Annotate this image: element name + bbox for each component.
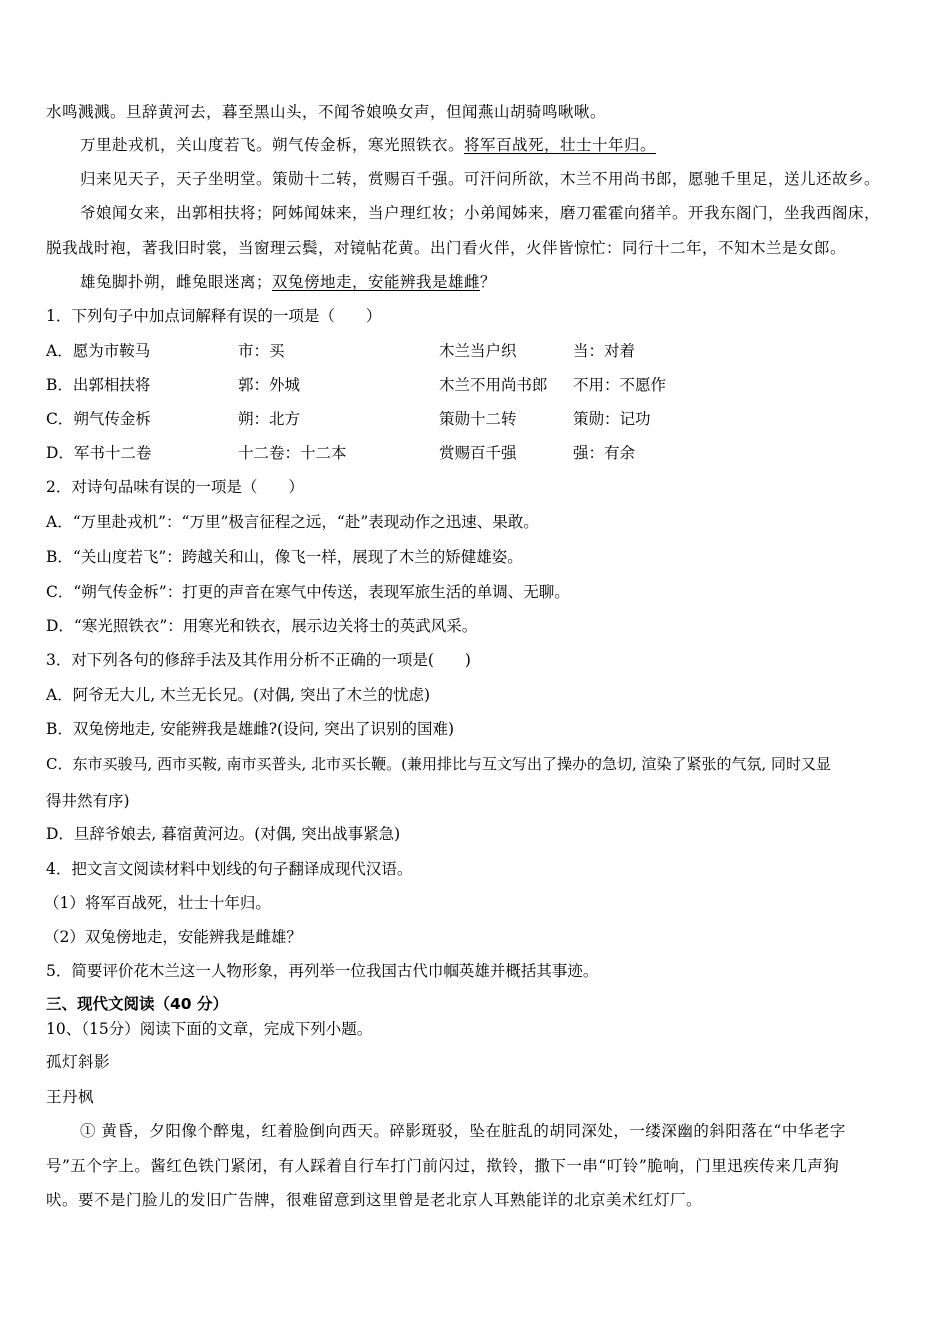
q1-d-gloss-2: 强：有余: [573, 444, 636, 462]
q2-option-b: B．“关山度若飞”：跨越关和山，像飞一样，展现了木兰的矫健雄姿。: [46, 548, 523, 566]
q1-b-sentence: B．出郭相扶将: [46, 376, 151, 394]
q1-a-sentence-2: 木兰当户织: [439, 342, 517, 360]
article-paragraph-1-line-2: 号”五个字上。酱红色铁门紧闭，有人踩着自行车打门前闪过，揿铃，撒下一串“叮铃”脆响，门里迅疾传来几声狗: [46, 1157, 840, 1175]
q1-d-sentence: D．军书十二卷: [46, 444, 152, 462]
q2-option-d: D．“寒光照铁衣”：用寒光和铁衣，展示边关将士的英武风采。: [46, 617, 478, 635]
q1-a-sentence: A．愿为市鞍马: [46, 342, 151, 360]
passage-line-6: [80, 270, 908, 294]
q3-option-d: D．旦辞爷娘去, 暮宿黄河边。(对偶, 突出战事紧急): [46, 825, 401, 843]
q1-d-sentence-2: 赏赐百千强: [439, 444, 517, 462]
article-paragraph-1-line-1: ① 黄昏，夕阳像个醉鬼，红着脸倒向西天。碎影斑驳，坠在脏乱的胡同深处，一缕深幽的斜阳落在“中华老字: [80, 1122, 846, 1140]
q1-option-a: [46, 339, 636, 363]
q1-c-gloss-2: 策勋：记功: [573, 410, 651, 428]
q1-d-gloss: 十二卷：十二本: [238, 444, 347, 462]
q3-option-c-line-1: C．东市买骏马, 西市买鞍, 南市买普头, 北市买长鞭。(兼用排比与互文写出了操办的急切, 渲染了紧张的气氛, 同时又显: [46, 755, 832, 773]
q1-b-gloss-2: 不用：不愿作: [573, 376, 667, 394]
q1-stem: 1．下列句子中加点词解释有误的一项是（ ）: [46, 307, 382, 325]
passage-line-2-text: 万里赴戎机，关山度若飞。朔气传金柝，寒光照铁衣。: [80, 136, 465, 154]
q3-stem: 3．对下列各句的修辞手法及其作用分析不正确的一项是( ): [46, 651, 471, 669]
article-paragraph-1-line-3: 吠。要不是门脸儿的发旧广告牌，很难留意到这里曾是老北京人耳熟能详的北京美术红灯厂。: [46, 1191, 703, 1209]
q2-option-c: C．“朔气传金柝”：打更的声音在寒气中传送，表现军旅生活的单调、无聊。: [46, 583, 570, 601]
underlined-sentence-2: 双兔傍地走，安能辨我是雄雌: [272, 273, 481, 291]
q1-option-b: [46, 373, 667, 397]
passage-line-5: 脱我战时袍，著我旧时裳，当窗理云鬓，对镜帖花黄。出门看火伴，火伴皆惊忙：同行十二年，不知木兰是女郎。: [46, 239, 847, 257]
q4-sentence-1: （1）将军百战死，壮士十年归。: [44, 894, 271, 912]
q1-option-d: [46, 441, 636, 465]
article-author: 王丹枫: [46, 1088, 95, 1106]
passage-line-4: 爷娘闻女来，出郭相扶将；阿姊闻妹来，当户理红妆；小弟闻姊来，磨刀霍霍向猪羊。开我东阁门，坐我西阁床，: [80, 204, 881, 222]
q3-option-a: A．阿爷无大儿, 木兰无长兄。(对偶, 突出了木兰的忧虑): [46, 686, 430, 704]
q2-stem: 2．对诗句品味有误的一项是（ ）: [46, 478, 304, 496]
q1-a-gloss: 市：买: [238, 342, 285, 360]
article-title: 孤灯斜影: [46, 1053, 111, 1071]
q4-sentence-2: （2）双兔傍地走，安能辨我是雌雄？: [44, 928, 302, 946]
passage-line-2: [80, 133, 908, 157]
q2-option-a: A．“万里赴戎机”：“万里”极言征程之远，“赴”表现动作之迅速、果敢。: [46, 513, 539, 531]
q1-option-c: [46, 407, 651, 431]
passage-line-1: 水鸣溅溅。旦辞黄河去，暮至黑山头，不闻爷娘唤女声，但闻燕山胡骑鸣啾啾。: [46, 103, 607, 121]
q1-b-sentence-2: 木兰不用尚书郎: [439, 376, 548, 394]
q5-stem: 5．简要评价花木兰这一人物形象，再列举一位我国古代巾帼英雄并概括其事迹。: [46, 962, 599, 980]
q10-instruction: 10、（15分）阅读下面的文章，完成下列小题。: [46, 1020, 373, 1038]
q1-c-sentence: C．朔气传金柝: [46, 410, 151, 428]
passage-line-6-text: 雄兔脚扑朔，雌兔眼迷离；: [80, 273, 273, 291]
q3-option-c-line-2: 得井然有序): [46, 792, 130, 810]
q3-option-b: B．双兔傍地走, 安能辨我是雄雌?(设问, 突出了识别的国难): [46, 720, 455, 738]
underlined-sentence-1: 将军百战死，壮士十年归。: [464, 136, 657, 154]
q1-c-sentence-2: 策勋十二转: [439, 410, 517, 428]
q1-a-gloss-2: 当：对着: [573, 342, 636, 360]
q1-c-gloss: 朔：北方: [238, 410, 301, 428]
passage-line-6-end: ？: [480, 273, 497, 291]
q1-b-gloss: 郭：外城: [238, 376, 301, 394]
section-heading: 三、现代文阅读（40 分）: [46, 995, 228, 1013]
q4-stem: 4．把文言文阅读材料中划线的句子翻译成现代汉语。: [46, 860, 413, 878]
passage-line-3: 归来见天子，天子坐明堂。策勋十二转，赏赐百千强。可汗问所欲，木兰不用尚书郎，愿驰千里足，送儿还故乡。: [80, 170, 881, 188]
